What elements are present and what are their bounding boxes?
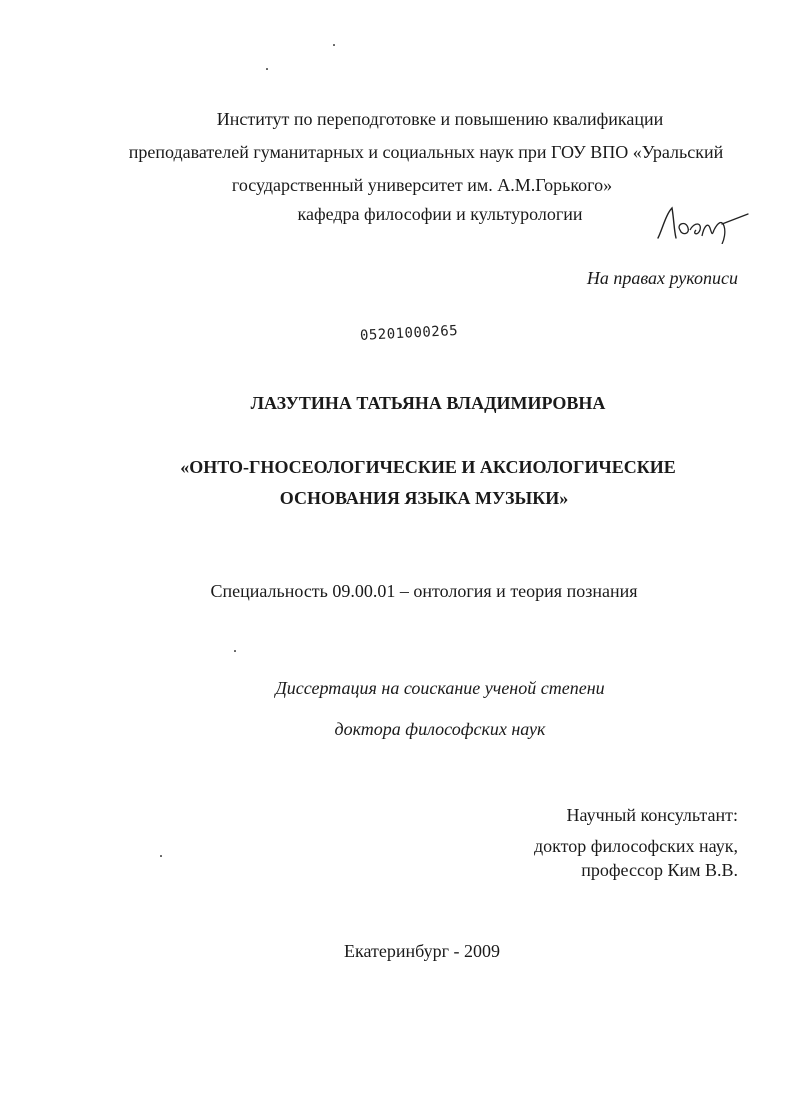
handwritten-signature (652, 200, 752, 244)
author-name: ЛАЗУТИНА ТАТЬЯНА ВЛАДИМИРОВНА (250, 393, 606, 413)
department-line: кафедра философии и культурологии (297, 204, 583, 224)
consultant-degree: доктор философских наук, (534, 836, 738, 856)
scan-speck (333, 44, 335, 46)
institution-line-2: преподавателей гуманитарных и социальных наук при ГОУ ВПО «Уральский (128, 142, 724, 162)
degree-line-2: доктора философских наук (334, 719, 546, 739)
scan-speck (266, 68, 268, 70)
consultant-label: Научный консультант: (566, 805, 738, 825)
library-stamp-number: 05201000265 (359, 322, 459, 344)
degree-line-1: Диссертация на соискание ученой степени (275, 678, 605, 698)
scan-speck (160, 855, 162, 857)
dissertation-title-line-2: ОСНОВАНИЯ ЯЗЫКА МУЗЫКИ» (279, 488, 569, 508)
manuscript-note: На правах рукописи (586, 268, 738, 288)
specialty-line: Специальность 09.00.01 – онтология и теория познания (210, 581, 638, 601)
institution-line-3: государственный университет им. А.М.Горького» (231, 175, 613, 195)
scan-speck (234, 650, 236, 652)
institution-line-1: Институт по переподготовке и повышению квалификации (216, 109, 664, 129)
consultant-name: профессор Ким В.В. (581, 860, 738, 880)
dissertation-title-line-1: «ОНТО-ГНОСЕОЛОГИЧЕСКИЕ И АКСИОЛОГИЧЕСКИЕ (180, 457, 676, 477)
city-year: Екатеринбург - 2009 (344, 941, 500, 961)
